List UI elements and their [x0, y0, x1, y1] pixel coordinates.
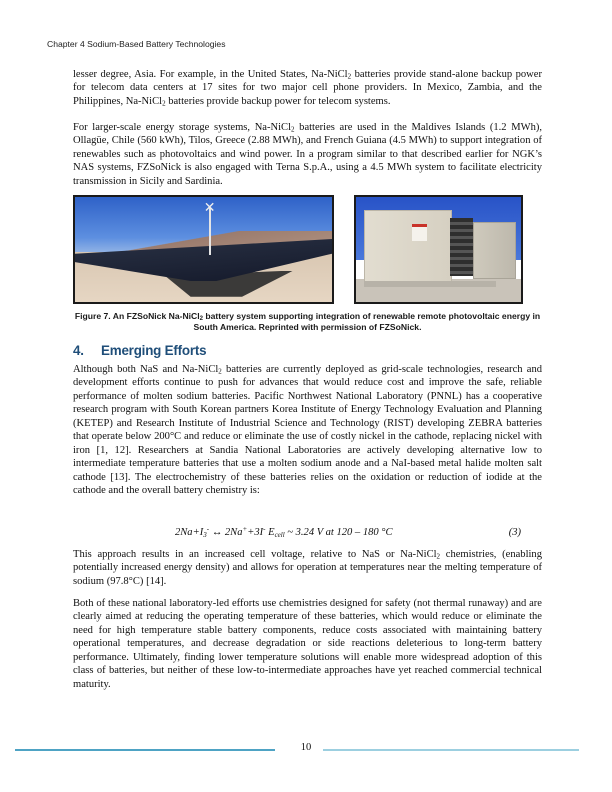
running-header: Chapter 4 Sodium-Based Battery Technologies: [47, 39, 226, 49]
section-title: Emerging Efforts: [101, 343, 207, 358]
paragraph-large-scale-storage: [73, 121, 542, 188]
paragraph-telecom-backup: [73, 68, 542, 108]
text-span: batteries provide backup power for telecom systems.: [165, 95, 391, 107]
figure-caption: [73, 311, 542, 332]
footer-rule-left: [15, 749, 275, 751]
text-span: lesser degree, Asia. For example, in the United States, Na-NiCl: [73, 69, 348, 80]
paragraph-emerging-efforts: [73, 363, 542, 498]
eq-superscript: +: [242, 525, 248, 533]
text-span: chemistries, (enabling potentially increased energy density) and allows for operation at temperatures near the melting temperature of sodium (97.8°C) [14].: [73, 549, 542, 587]
container-main: [364, 210, 452, 283]
subscript: 2: [436, 552, 441, 561]
eq-subscript: cell: [274, 531, 285, 539]
text-span: batteries provide stand-alone backup power for telecom data centers at 17 sites for two major cell phone providers. In Mexico, Zambia, and the Philippines, Na-NiCl: [73, 69, 542, 107]
eq-superscript: -: [206, 525, 210, 533]
chemical-equation: [175, 527, 540, 538]
subscript: 2: [291, 125, 295, 134]
subscript: 2: [162, 99, 166, 108]
text-span: For larger-scale energy storage systems, Na-NiCl: [73, 122, 292, 133]
container-logo-label: [412, 224, 427, 241]
wind-turbine-icon: ✕: [203, 201, 216, 217]
subscript: 2: [199, 316, 203, 322]
eq-term: +3I: [247, 527, 264, 538]
paragraph-cell-voltage: [73, 548, 542, 588]
paragraph-lab-efforts: Both of these national laboratory-led efforts use chemistries designed for safety (not thermal runaway) and are clearly aimed at reducing the operating temperature of these batteries, which would reduce or eliminate the need for high temperature stable battery components, reduce costs associated with maintaining battery operational temperatures, and decrease degradation or side reactions deleterious to long-term battery performance. Ultimately, finding lower temperature solutions will enable more widespread adoption of this class of batteries, but neither of these low-to-intermediate approaches have yet reached commercial technical maturity.: [73, 598, 542, 690]
text-span: batteries are used in the Maldives Islands (1.2 MWh), Ollagüe, Chile (560 kWh), Tilos, Greece (2.88 MWh), and French Guiana (4.5 MWh) to support integration of renewables such as photovoltaics and wind power. In a program similar to that described earlier for NGK’s NAS systems, FZSoNick is also engaged with Terna S.p.A., using a 4.5 MWh system to facilitate electricity transmission in Sicily and Sardinia.: [73, 122, 542, 187]
battery-container-image: [354, 195, 523, 304]
footer-rule-right: [323, 749, 579, 751]
figure-battery-containers-photo: [354, 195, 523, 304]
page-number: 10: [300, 742, 312, 753]
figure-solar-photo: [73, 195, 334, 304]
solar-array-image: [73, 195, 334, 304]
container-door: [473, 222, 516, 279]
text-span: This approach results in an increased cell voltage, relative to NaS or Na-NiCl: [73, 549, 437, 560]
caption-text: Figure 7. An FZSoNick Na-NiCl: [74, 311, 200, 321]
eq-term: 2Na: [224, 527, 243, 538]
section-heading: [73, 343, 206, 358]
equilibrium-arrow: ↔: [209, 527, 225, 538]
concrete-base: [364, 281, 496, 287]
equation-number: (3): [508, 527, 521, 538]
battery-racks: [450, 218, 473, 276]
eq-subscript: 3: [203, 531, 207, 539]
eq-term: E: [265, 527, 275, 538]
eq-superscript: -: [263, 525, 266, 533]
caption-text: battery system supporting integration of renewable remote photovoltaic energy in South America. Reprinted with permission of FZSoNick.: [193, 311, 541, 332]
text-span: Although both NaS and Na-NiCl: [73, 364, 219, 375]
section-number: 4.: [73, 343, 84, 358]
text-span: batteries are currently deployed as grid-scale technologies, research and development efforts continue to push for advances that would reduce cost and improve the safe, reliable performance of molten sodium batteries. Pacific Northwest National Laboratory (PNNL) has a cooperative research program with South Korean partners Korea Institute of Energy Technology Evaluation and Planning (KETEP) and Research Institute of Industrial Science and Technology (RIST) developing ZEBRA batteries that operate below 200°C and reduce or eliminate the use of costly nickel in the cathode, replacing nickel with iron [1, 12]. Researchers at Sandia National Laboratories are actively developing alternative low to intermediate temperature batteries that use a molten sodium anode and a NaI-based metal halide molten salt cathode [13]. The electrochemistry of these batteries relies on the oxidation or reduction of iodide at the cathode and the overall battery chemistry is:: [73, 364, 542, 497]
eq-term: 2Na+I: [175, 527, 204, 538]
subscript: 2: [347, 72, 352, 81]
subscript: 2: [218, 367, 222, 376]
eq-term: ~ 3.24 V at 120 – 180 °C: [284, 527, 393, 538]
